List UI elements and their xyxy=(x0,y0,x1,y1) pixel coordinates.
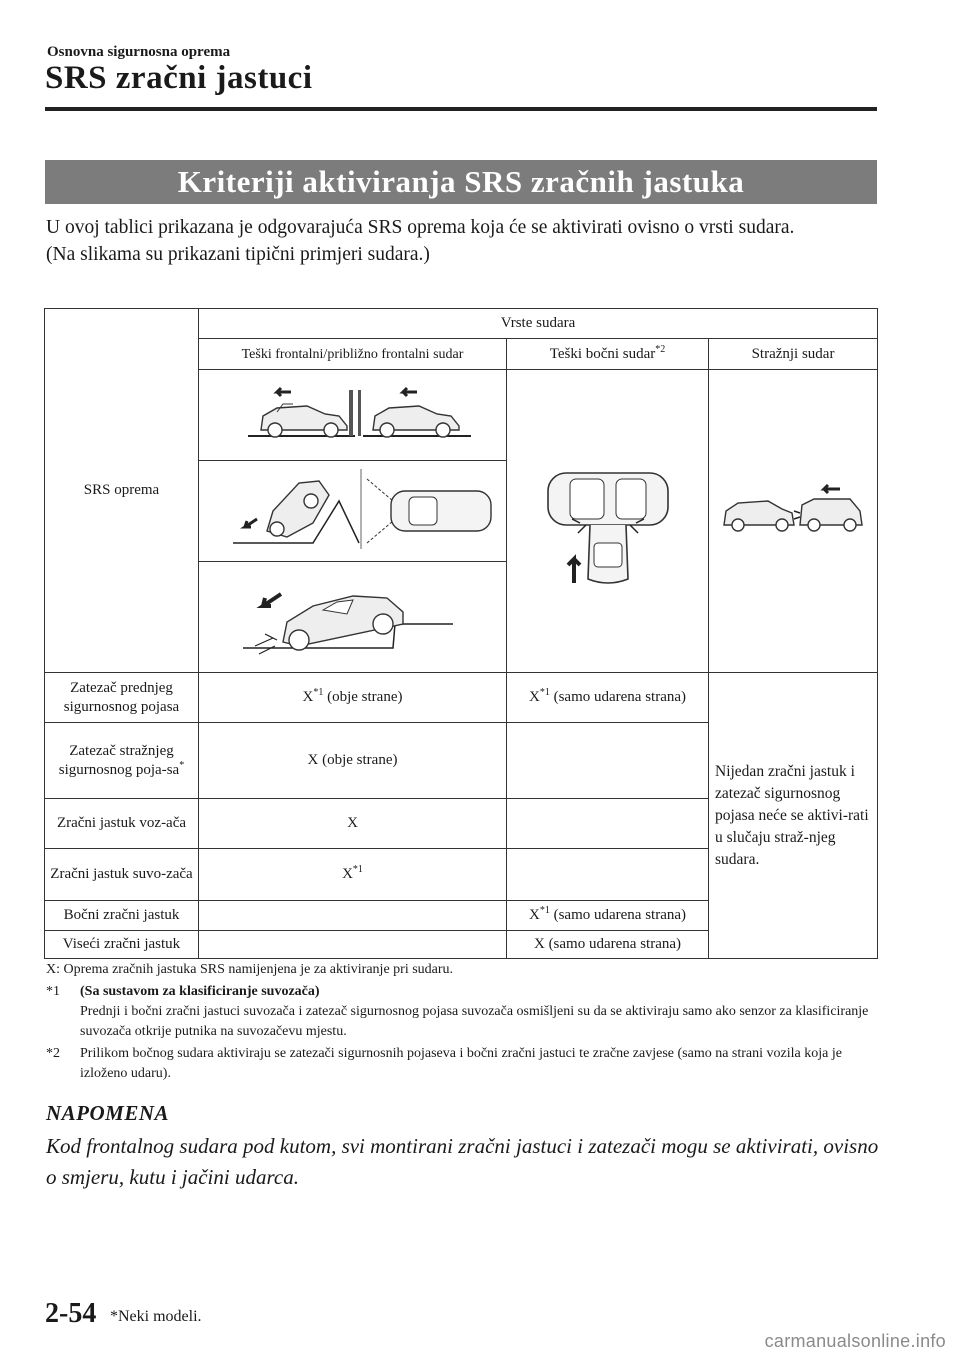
cell-side-airbag-side xyxy=(507,901,709,931)
row-label-driver-airbag: Zračni jastuk voz-ača xyxy=(45,799,199,849)
rear-crash-illustration xyxy=(709,370,878,673)
watermark: carmanualsonline.info xyxy=(764,1331,946,1351)
note-text: Kod frontalnog sudara pod kutom, svi montirani zračni jastuci i zatezači mogu se aktivirati, ovisno o smjeru, kutu i jačini udarca. xyxy=(46,1134,879,1189)
cell-curtain-airbag-frontal xyxy=(199,931,507,959)
footnotes xyxy=(46,960,876,1084)
section-label: Osnovna sigurnosna oprema xyxy=(47,44,231,60)
row-label-front-pretensioner: Zatezač prednjeg sigurnosnog pojasa xyxy=(45,673,199,723)
col-side-mark: *2 xyxy=(655,343,666,355)
underride-crash-icon xyxy=(203,562,503,666)
models-note: *Neki modeli. xyxy=(110,1308,202,1325)
angled-crash-icon xyxy=(203,461,503,555)
intro-text xyxy=(46,214,876,268)
cell-value: X xyxy=(528,689,540,705)
row-label-passenger-airbag: Zračni jastuk suvo-zača xyxy=(45,849,199,901)
note-title: NAPOMENA xyxy=(46,1101,170,1125)
footnote-2 xyxy=(46,1044,876,1084)
col-rear-header: Stražnji sudar xyxy=(709,339,878,370)
row-label-curtain-airbag: Viseći zračni jastuk xyxy=(45,931,199,959)
equipment-header: SRS oprema xyxy=(45,309,199,673)
col-frontal-header: Teški frontalni/približno frontalni sudar xyxy=(199,339,507,370)
footnote-mark: *1 xyxy=(352,864,363,875)
frontal-crash-illustration-2 xyxy=(199,461,507,562)
page-number: 2-54 xyxy=(45,1298,97,1329)
cell-value: X xyxy=(528,907,540,923)
cell-passenger-airbag-frontal xyxy=(199,849,507,901)
footnote-2-mark: *2 xyxy=(46,1046,60,1061)
rear-crash-note: Nijedan zračni jastuk i zatezač sigurnosnog pojasa neće se aktivi-rati u slučaju straž-njeg sudara. xyxy=(709,673,878,959)
footnote-mark: *1 xyxy=(313,687,324,698)
frontal-crash-illustration-3 xyxy=(199,562,507,673)
cell-front-pretensioner-frontal xyxy=(199,673,507,723)
cell-suffix: (obje strane) xyxy=(323,689,403,705)
intro-line-2: (Na slikama su prikazani tipični primjeri sudara.) xyxy=(46,244,430,265)
col-side-label: Teški bočni sudar xyxy=(549,345,656,362)
footnote-1 xyxy=(46,982,876,1042)
page-title: SRS zračni jastuci xyxy=(45,60,313,96)
activation-table xyxy=(44,308,878,959)
frontal-crash-icon xyxy=(203,370,503,454)
footnote-1-title: (Sa sustavom za klasificiranje suvozača) xyxy=(80,984,320,999)
cell-suffix: (samo udarena strana) xyxy=(549,907,687,923)
cell-front-pretensioner-side xyxy=(507,673,709,723)
cell-rear-pretensioner-side xyxy=(507,723,709,799)
section-banner: Kriteriji aktiviranja SRS zračnih jastuka xyxy=(45,160,877,204)
row-label-side-airbag: Bočni zračni jastuk xyxy=(45,901,199,931)
cell-driver-airbag-frontal: X xyxy=(199,799,507,849)
heading-rule xyxy=(45,107,877,111)
cell-suffix: (samo udarena strana) xyxy=(549,689,687,705)
x-definition: X: Oprema zračnih jastuka SRS namijenjena je za aktiviranje pri sudaru. xyxy=(46,962,454,977)
row-label-rear-pretensioner xyxy=(45,723,199,799)
side-crash-illustration xyxy=(507,370,709,673)
cell-value: X xyxy=(342,866,353,882)
footnote-mark: *1 xyxy=(539,687,550,698)
frontal-crash-illustration-1 xyxy=(199,370,507,461)
intro-line-1: U ovoj tablici prikazana je odgovarajuća SRS oprema koja će se aktivirati ovisno o vrsti sudara. xyxy=(46,217,795,238)
footnote-1-mark: *1 xyxy=(46,984,60,999)
cell-passenger-airbag-side xyxy=(507,849,709,901)
cell-rear-pretensioner-frontal: X (obje strane) xyxy=(199,723,507,799)
footnote-2-text: Prilikom bočnog sudara aktiviraju se zatezači sigurnosnih pojaseva i bočni zračni jastuci te zračne zavjese (samo na strani vozila koja je izloženo udaru). xyxy=(80,1046,842,1081)
footnote-1-text: Prednji i bočni zračni jastuci suvozača i zatezač sigurnosnog pojasa suvozača osmišljeni su da se aktiviraju samo ako senzor za klasificiranje suvozača otkrije putnika na suvozačevu mjestu. xyxy=(80,1004,869,1039)
crash-types-header: Vrste sudara xyxy=(199,309,878,339)
cell-curtain-airbag-side: X (samo udarena strana) xyxy=(507,931,709,959)
rear-crash-icon xyxy=(710,373,876,663)
footnote-mark: *1 xyxy=(539,905,550,916)
cell-value: X xyxy=(302,689,314,705)
model-mark: * xyxy=(179,759,185,771)
cell-driver-airbag-side xyxy=(507,799,709,849)
col-side-header xyxy=(507,339,709,370)
row-label-text: Zatezač stražnjeg sigurnosnog poja-sa xyxy=(58,742,180,778)
cell-side-airbag-frontal xyxy=(199,901,507,931)
side-crash-icon xyxy=(508,373,708,663)
